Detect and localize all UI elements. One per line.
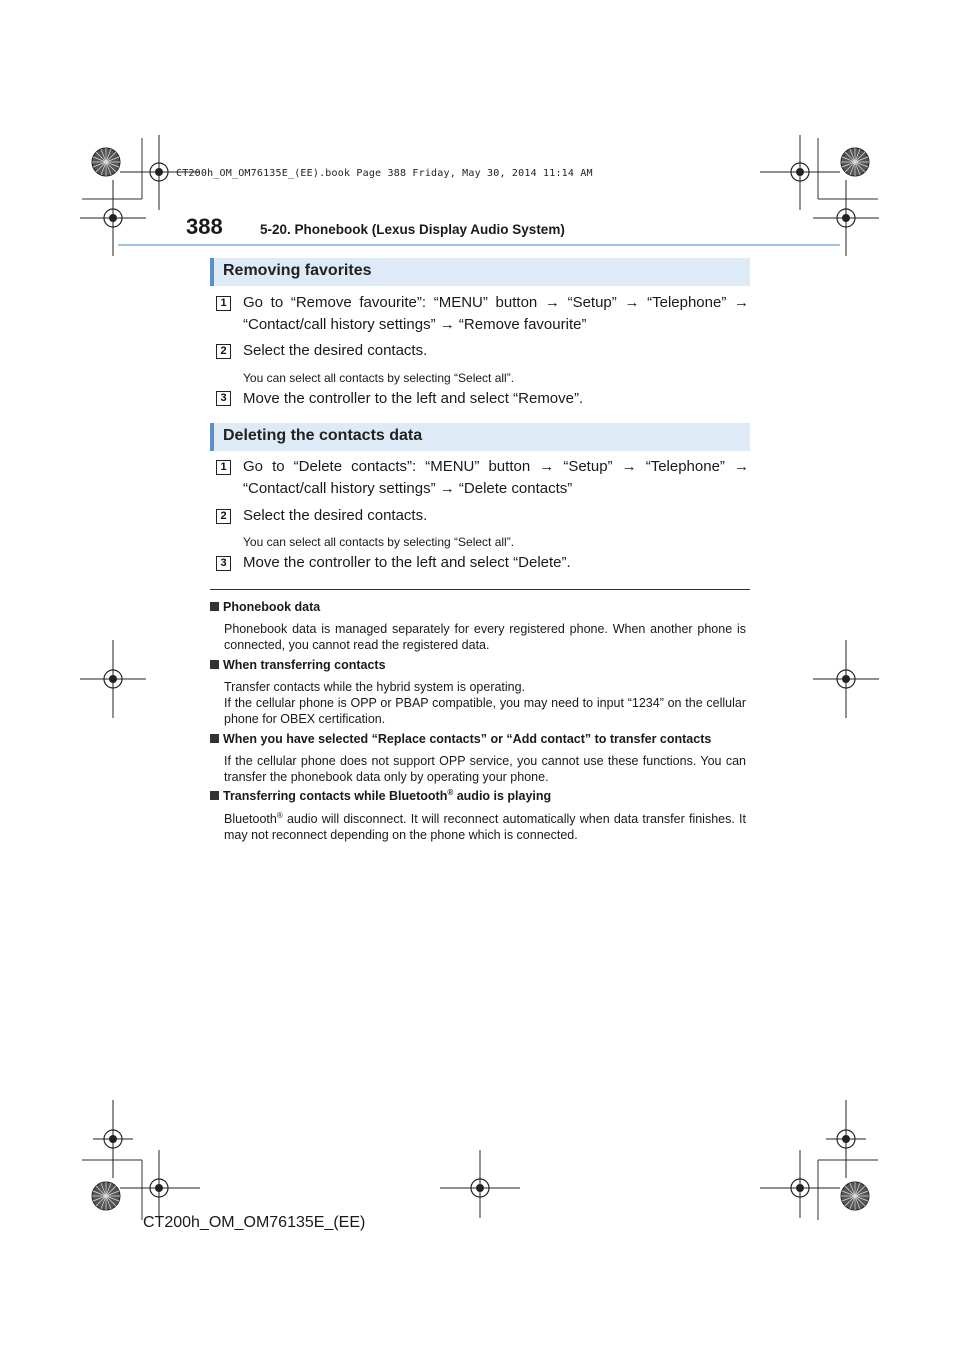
page-number: 388 [186, 214, 223, 239]
step-number: 2 [216, 509, 231, 524]
step-text: Select the desired contacts. [243, 342, 428, 359]
section-heading-removing-favorites [210, 258, 750, 286]
note-body: Transfer contacts while the hybrid system is operating. If the cellular phone is OPP or PBAP compatible, you may need to input “1234” on the cellular phone for OBEX certification. [224, 680, 746, 726]
square-bullet-icon [210, 660, 219, 669]
note-heading: Phonebook data [210, 600, 320, 614]
step-number: 2 [216, 344, 231, 359]
square-bullet-icon [210, 791, 219, 800]
section-heading-deleting-contacts [210, 423, 750, 451]
note-body: Phonebook data is managed separately for every registered phone. When another phone is connected, you cannot read the registered data. [224, 622, 746, 652]
section-title: 5-20. Phonebook (Lexus Display Audio System) [260, 222, 565, 237]
step-note: You can select all contacts by selecting “Select all”. [243, 535, 515, 549]
step-text: Go to “Remove favourite”: “MENU” button → “Setup” → “Telephone” → “Contact/call history settings” → “Remove favourite” [243, 294, 749, 333]
note-heading: When you have selected “Replace contacts” or “Add contact” to transfer contacts [210, 732, 711, 746]
step-text: Select the desired contacts. [243, 507, 428, 524]
step-note: You can select all contacts by selecting “Select all”. [243, 371, 515, 385]
footer-doc-code: CT200h_OM_OM76135E_(EE) [143, 1214, 366, 1231]
step-number: 1 [216, 460, 231, 475]
step-text: Move the controller to the left and select “Remove”. [243, 390, 584, 407]
book-info-line: CT200h_OM_OM76135E_(EE).book Page 388 Friday, May 30, 2014 11:14 AM [176, 168, 593, 179]
step-text: Move the controller to the left and select “Delete”. [243, 554, 571, 571]
square-bullet-icon [210, 734, 219, 743]
step-text: Go to “Delete contacts”: “MENU” button → “Setup” → “Telephone” → “Contact/call history settings” → “Delete contacts” [243, 458, 749, 497]
step-number: 1 [216, 296, 231, 311]
header-rule [118, 244, 840, 246]
divider [210, 589, 750, 590]
step-number: 3 [216, 391, 231, 406]
note-heading: When transferring contacts [210, 658, 386, 672]
square-bullet-icon [210, 602, 219, 611]
step-number: 3 [216, 556, 231, 571]
note-body: If the cellular phone does not support OPP service, you cannot use these functions. You can transfer the phonebook data only by operating your phone. [224, 754, 746, 784]
section-heading-text: Deleting the contacts data [223, 427, 423, 444]
note-heading: Transferring contacts while Bluetooth® audio is playing [210, 789, 551, 803]
note-body: Bluetooth® audio will disconnect. It will reconnect automatically when data transfer finishes. It may not reconnect depending on the phone which is connected. [224, 810, 746, 842]
section-heading-text: Removing favorites [223, 262, 372, 279]
